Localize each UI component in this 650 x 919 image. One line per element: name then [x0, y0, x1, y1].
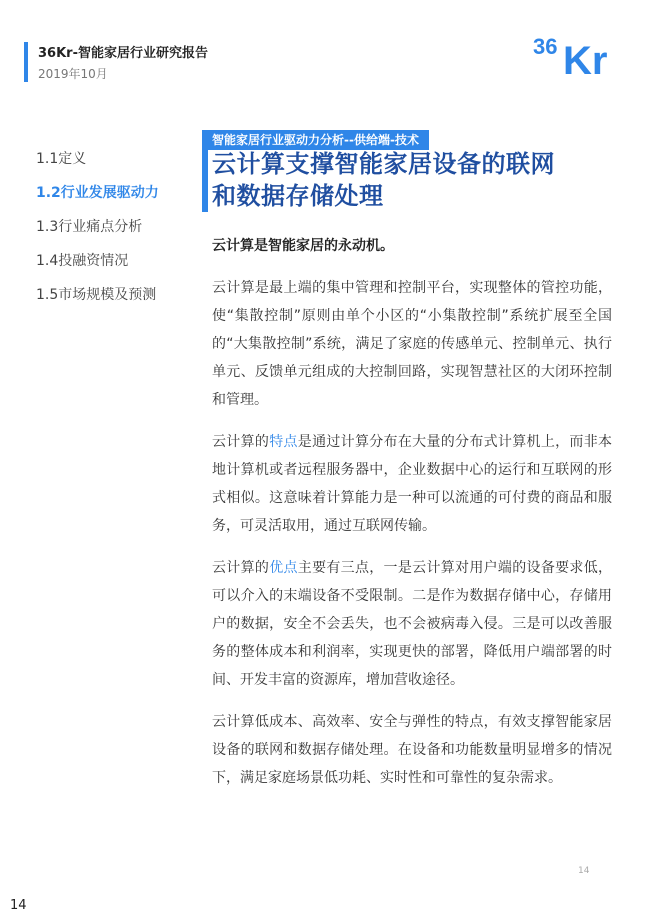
- features-text: 是通过计算分布在大量的分布式计算机上，而非本地计算机或者远程服务器中，企业数据中心的运行和互联网的形式相似。这意味着计算能力是一种可以流通的可付费的商品和服务，可灵活取用，通过互联网传输。: [212, 434, 613, 534]
- header-accent-bar: [24, 42, 28, 82]
- 36kr-logo: [527, 30, 627, 80]
- body-content: [212, 232, 612, 806]
- advantages-text: 主要有三点，一是云计算对用户端的设备要求低，可以介入的末端设备不受限制。二是作为数据存储中心，存储用户的数据，安全不会丢失，也不会被病毒入侵。三是可以改善服务的整体成本和利润率，实现更快的部署，降低用户端部署的时间、开发丰富的资源库，增加营收途径。: [212, 560, 613, 688]
- sidebar-item-investment[interactable]: 1.4投融资情况: [36, 253, 129, 269]
- sidebar-item-driving-forces[interactable]: 1.2行业发展驱动力: [36, 185, 159, 201]
- section-tag: 智能家居行业驱动力分析--供给端-技术: [202, 130, 429, 150]
- inner-page-number: 14: [578, 866, 590, 876]
- page-title: [212, 148, 622, 212]
- sidebar-item-market-size[interactable]: 1.5市场规模及预测: [36, 287, 157, 303]
- paragraph-features: [212, 428, 612, 540]
- report-title: 36Kr-智能家居行业研究报告: [38, 46, 208, 61]
- sidebar-item-pain-points[interactable]: 1.3行业痛点分析: [36, 219, 143, 235]
- sidebar-item-definition[interactable]: 1.1定义: [36, 151, 87, 167]
- paragraph-summary: 云计算低成本、高效率、安全与弹性的特点，有效支撑智能家居设备的联网和数据存储处理。在设备和功能数量明显增多的情况下，满足家庭场景低功耗、实时性和可靠性的复杂需求。: [212, 714, 612, 786]
- advantages-highlight: 优点: [269, 560, 298, 576]
- page-number: 14: [10, 898, 27, 913]
- logo-letters: Kr: [563, 39, 608, 80]
- logo-number: 36: [533, 34, 558, 59]
- report-date: 2019年10月: [38, 67, 108, 81]
- paragraph-advantages: [212, 554, 612, 694]
- page-title-line-2: 和数据存储处理: [212, 182, 384, 210]
- sidebar-nav: [36, 148, 186, 318]
- lead-sentence: 云计算是智能家居的永动机。: [212, 238, 394, 254]
- title-accent-bar: [202, 150, 208, 212]
- features-highlight: 特点: [269, 434, 298, 450]
- features-prefix: 云计算的: [212, 434, 270, 450]
- paragraph-overview: 云计算是最上端的集中管理和控制平台，实现整体的管控功能，使“集散控制”原则由单个小区的“小集散控制”系统扩展至全国的“大集散控制”系统，满足了家庭的传感单元、控制单元、执行单元、反馈单元组成的大控制回路，实现智慧社区的大闭环控制和管理。: [212, 280, 612, 408]
- advantages-prefix: 云计算的: [212, 560, 270, 576]
- page-title-line-1: 云计算支撑智能家居设备的联网: [212, 150, 555, 178]
